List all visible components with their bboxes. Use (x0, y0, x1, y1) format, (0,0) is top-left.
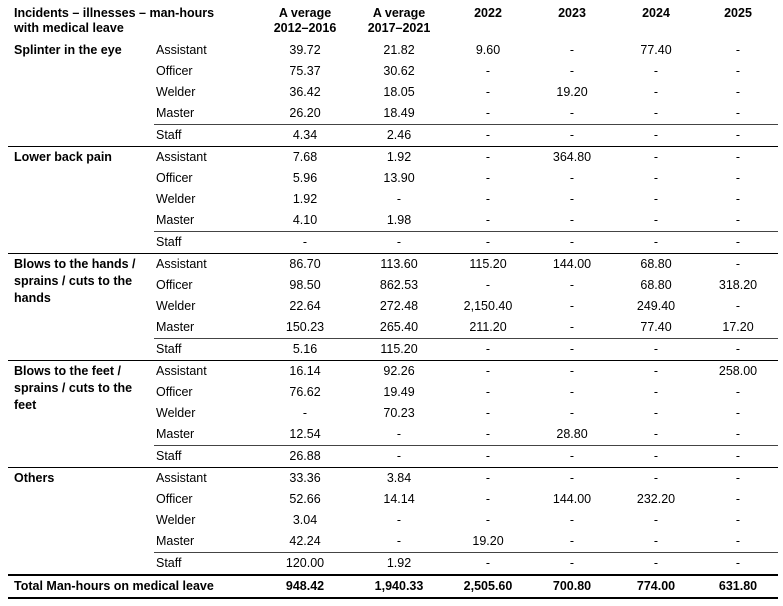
category-spacer (8, 339, 154, 361)
category-label: Others (14, 471, 55, 485)
cell-value: - (698, 210, 778, 232)
cell-value: - (569, 299, 575, 313)
cell-value: - (530, 232, 614, 254)
cell-value: - (653, 150, 659, 164)
cell-value: - (485, 513, 491, 527)
cell-value: 68.80 (640, 278, 672, 292)
cell-value: - (530, 339, 614, 361)
table-row (8, 446, 778, 468)
category-label: Lower back pain (14, 150, 112, 164)
cell-value: - (735, 513, 741, 527)
cell-value: - (446, 339, 530, 361)
cell-value: 7.68 (292, 150, 318, 164)
col-header-avg-2012-2016 (258, 6, 352, 40)
role-label: Assistant (156, 150, 207, 164)
cell-value: 272.48 (379, 299, 419, 313)
cell-value: - (614, 210, 698, 232)
cell-value: - (614, 446, 698, 468)
total-label: Total Man-hours on medical leave (8, 575, 258, 598)
cell-value: 30.62 (383, 64, 415, 78)
cell-value: - (446, 210, 530, 232)
cell-value: - (485, 385, 491, 399)
role-label: Master (154, 103, 258, 125)
cell-value: 1.92 (386, 150, 412, 164)
role-label: Assistant (156, 43, 207, 57)
cell-value: - (735, 64, 741, 78)
cell-value: 120.00 (258, 553, 352, 576)
cell-value: - (735, 492, 741, 506)
cell-value: - (302, 406, 308, 420)
cell-value: 12.54 (258, 424, 352, 446)
cell-value: - (446, 232, 530, 254)
cell-value: 33.36 (289, 471, 321, 485)
cell-value: - (569, 192, 575, 206)
cell-value: 249.40 (636, 299, 676, 313)
cell-value: 1.92 (292, 192, 318, 206)
cell-value: 14.14 (383, 492, 415, 506)
cell-value: 113.60 (380, 257, 418, 271)
table-title-line1: Incidents – illnesses – man-hours (14, 6, 215, 20)
cell-value: - (352, 446, 446, 468)
role-label: Staff (154, 446, 258, 468)
col-header-avg1-line1: A verage (278, 6, 332, 20)
cell-value: - (653, 471, 659, 485)
role-label: Officer (156, 171, 193, 185)
cell-value: - (352, 531, 446, 553)
cell-value: 1.92 (352, 553, 446, 576)
table-row (8, 232, 778, 254)
category-label: Blows to the hands / sprains / cuts to the hands (14, 257, 136, 305)
cell-value: 18.49 (352, 103, 446, 125)
cell-value: - (258, 232, 352, 254)
total-value: 2,505.60 (446, 575, 530, 598)
cell-value: 70.23 (383, 406, 415, 420)
category-spacer (8, 446, 154, 468)
cell-value: - (614, 531, 698, 553)
cell-value: - (653, 406, 659, 420)
cell-value: 258.00 (718, 364, 758, 378)
col-header-avg1-line2: 2012–2016 (273, 21, 337, 35)
cell-value: 144.00 (552, 492, 592, 506)
cell-value: - (698, 232, 778, 254)
cell-value: 76.62 (289, 385, 321, 399)
cell-value: - (530, 317, 614, 339)
table-title-line2: with medical leave (14, 21, 124, 35)
cell-value: - (735, 471, 741, 485)
total-row (8, 575, 778, 598)
cell-value: - (569, 171, 575, 185)
cell-value: 150.23 (258, 317, 352, 339)
cell-value: 16.14 (289, 364, 321, 378)
role-label: Master (154, 424, 258, 446)
cell-value: 862.53 (379, 278, 419, 292)
cell-value: - (614, 125, 698, 147)
role-label: Welder (156, 513, 196, 527)
cell-value: 4.34 (258, 125, 352, 147)
cell-value: - (485, 278, 491, 292)
cell-value: - (485, 364, 491, 378)
col-header-avg-2017-2021 (352, 6, 446, 40)
cell-value: - (530, 446, 614, 468)
cell-value: 92.26 (383, 364, 415, 378)
cell-value: 9.60 (475, 43, 501, 57)
cell-value: - (569, 43, 575, 57)
cell-value: - (485, 64, 491, 78)
cell-value: - (530, 125, 614, 147)
cell-value: 75.37 (289, 64, 321, 78)
cell-value: - (698, 103, 778, 125)
cell-value: 2.46 (352, 125, 446, 147)
cell-value: - (530, 531, 614, 553)
role-label: Officer (156, 278, 193, 292)
role-label: Staff (154, 339, 258, 361)
cell-value: - (569, 364, 575, 378)
role-label: Welder (156, 85, 196, 99)
cell-value: - (653, 192, 659, 206)
cell-value: - (698, 446, 778, 468)
cell-value: 13.90 (383, 171, 415, 185)
role-label: Welder (156, 406, 196, 420)
header-row (8, 6, 778, 40)
cell-value: 19.20 (446, 531, 530, 553)
table-body (8, 40, 778, 598)
cell-value: - (530, 210, 614, 232)
role-label: Staff (154, 125, 258, 147)
cell-value: - (396, 192, 402, 206)
total-value: 631.80 (698, 575, 778, 598)
table-row (8, 468, 778, 490)
cell-value: - (653, 85, 659, 99)
total-value: 700.80 (530, 575, 614, 598)
cell-value: - (653, 385, 659, 399)
cell-value: 77.40 (640, 43, 672, 57)
cell-value: - (485, 150, 491, 164)
col-header-avg2-line2: 2017–2021 (367, 21, 431, 35)
cell-value: 115.20 (469, 257, 507, 271)
cell-value: - (569, 513, 575, 527)
cell-value: 5.96 (292, 171, 318, 185)
cell-value: - (569, 385, 575, 399)
cell-value: - (530, 103, 614, 125)
role-label: Assistant (156, 471, 207, 485)
col-header-2022: 2022 (474, 6, 502, 20)
cell-value: - (446, 103, 530, 125)
cell-value: 3.04 (292, 513, 318, 527)
cell-value: - (614, 339, 698, 361)
category-spacer (8, 232, 154, 254)
total-value: 948.42 (258, 575, 352, 598)
cell-value: - (352, 424, 446, 446)
category-spacer (8, 125, 154, 147)
cell-value: - (698, 424, 778, 446)
cell-value: 115.20 (352, 339, 446, 361)
col-header-avg2-line1: A verage (372, 6, 426, 20)
cell-value: 318.20 (718, 278, 758, 292)
cell-value: - (653, 364, 659, 378)
cell-value: - (735, 192, 741, 206)
cell-value: 68.80 (640, 257, 672, 271)
cell-value: 232.20 (636, 492, 676, 506)
cell-value: - (614, 232, 698, 254)
cell-value: 26.20 (258, 103, 352, 125)
table-row (8, 553, 778, 576)
role-label: Staff (154, 553, 258, 576)
cell-value: - (653, 171, 659, 185)
cell-value: 39.72 (289, 43, 321, 57)
cell-value: - (485, 471, 491, 485)
role-label: Master (154, 317, 258, 339)
cell-value: - (698, 553, 778, 576)
cell-value: 144.00 (552, 257, 592, 271)
cell-value: - (396, 513, 402, 527)
cell-value: 211.20 (446, 317, 530, 339)
cell-value: - (698, 125, 778, 147)
cell-value: - (735, 406, 741, 420)
cell-value: - (446, 424, 530, 446)
table-row (8, 254, 778, 276)
table-row (8, 125, 778, 147)
cell-value: - (446, 446, 530, 468)
total-value: 774.00 (614, 575, 698, 598)
role-label: Officer (156, 64, 193, 78)
cell-value: - (569, 64, 575, 78)
role-label: Officer (156, 385, 193, 399)
cell-value: 28.80 (530, 424, 614, 446)
cell-value: - (614, 424, 698, 446)
role-label: Officer (156, 492, 193, 506)
total-value: 1,940.33 (352, 575, 446, 598)
role-label: Assistant (156, 257, 207, 271)
cell-value: 1.98 (352, 210, 446, 232)
cell-value: - (446, 553, 530, 576)
cell-value: - (653, 64, 659, 78)
cell-value: 5.16 (258, 339, 352, 361)
cell-value: - (485, 492, 491, 506)
col-header-2025: 2025 (724, 6, 752, 20)
cell-value: - (735, 171, 741, 185)
cell-value: - (446, 125, 530, 147)
cell-value: - (569, 471, 575, 485)
role-label: Welder (156, 192, 196, 206)
cell-value: 52.66 (289, 492, 321, 506)
cell-value: 42.24 (258, 531, 352, 553)
cell-value: - (485, 171, 491, 185)
cell-value: 364.80 (552, 150, 592, 164)
cell-value: 18.05 (383, 85, 415, 99)
table-row (8, 339, 778, 361)
table-row (8, 40, 778, 61)
cell-value: - (735, 150, 741, 164)
cell-value: 26.88 (258, 446, 352, 468)
cell-value: - (569, 406, 575, 420)
cell-value: 265.40 (352, 317, 446, 339)
cell-value: 4.10 (258, 210, 352, 232)
cell-value: 22.64 (289, 299, 321, 313)
cell-value: - (698, 339, 778, 361)
cell-value: 3.84 (386, 471, 412, 485)
cell-value: - (735, 43, 741, 57)
cell-value: 86.70 (289, 257, 321, 271)
cell-value: - (485, 192, 491, 206)
role-label: Assistant (156, 364, 207, 378)
cell-value: - (614, 103, 698, 125)
cell-value: - (352, 232, 446, 254)
col-header-2023: 2023 (558, 6, 586, 20)
cell-value: 36.42 (289, 85, 321, 99)
category-spacer (8, 553, 154, 576)
cell-value: - (485, 406, 491, 420)
cell-value: - (735, 385, 741, 399)
role-label: Master (154, 210, 258, 232)
medical-leave-table (8, 6, 778, 599)
cell-value: - (485, 85, 491, 99)
cell-value: 19.49 (383, 385, 415, 399)
cell-value: - (735, 299, 741, 313)
cell-value: - (569, 278, 575, 292)
cell-value: 2,150.40 (463, 299, 513, 313)
cell-value: 19.20 (556, 85, 588, 99)
cell-value: 77.40 (614, 317, 698, 339)
cell-value: 21.82 (383, 43, 415, 57)
col-header-2024: 2024 (642, 6, 670, 20)
category-label: Blows to the feet / sprains / cuts to the feet (14, 364, 133, 412)
table-row (8, 361, 778, 383)
cell-value: - (614, 553, 698, 576)
category-label: Splinter in the eye (14, 43, 122, 57)
cell-value: - (698, 531, 778, 553)
cell-value: - (735, 257, 741, 271)
cell-value: 98.50 (289, 278, 321, 292)
table-title (8, 6, 258, 40)
cell-value: - (653, 513, 659, 527)
role-label: Welder (156, 299, 196, 313)
cell-value: - (735, 85, 741, 99)
role-label: Master (154, 531, 258, 553)
cell-value: 17.20 (698, 317, 778, 339)
table-row (8, 147, 778, 169)
cell-value: - (530, 553, 614, 576)
role-label: Staff (154, 232, 258, 254)
